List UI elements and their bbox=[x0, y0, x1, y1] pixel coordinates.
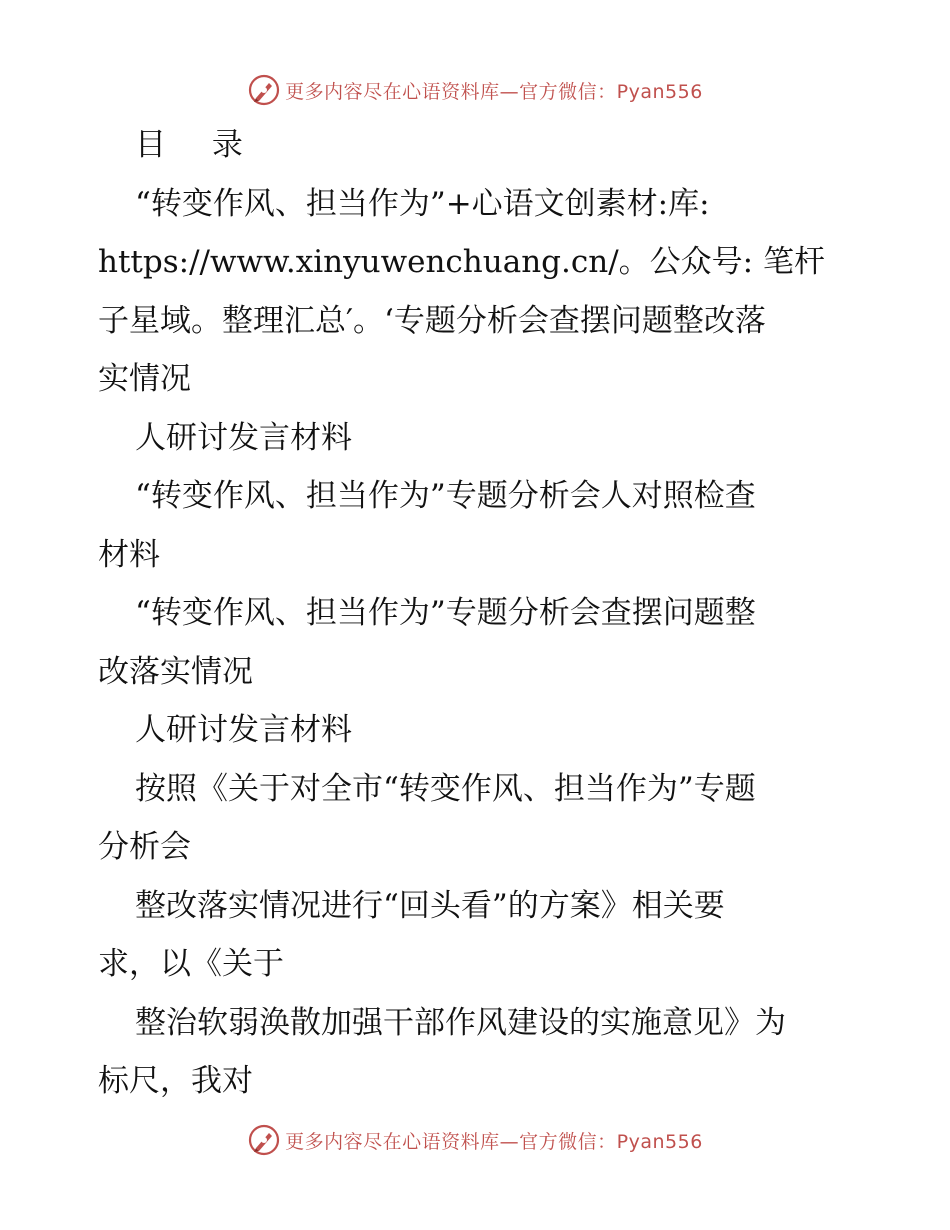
text-line: 求，以《关于 bbox=[98, 946, 284, 982]
text-line: “转变作风、担当作为”专题分析会人对照检查 bbox=[135, 478, 756, 514]
pen-logo-icon bbox=[247, 73, 281, 107]
text-line: 标尺，我对 bbox=[98, 1063, 253, 1099]
text-line: 整改落实情况进行“回头看”的方案》相关要 bbox=[135, 887, 725, 924]
text-line: https://www.xinyuwenchuang.cn/。公众号: 笔杆 bbox=[98, 244, 825, 280]
watermark-text: 更多内容尽在心语资料库—官方微信：Pyan556 bbox=[285, 1130, 703, 1153]
text-line: 按照《关于对全市“转变作风、担当作为”专题 bbox=[135, 770, 756, 807]
pen-logo-icon bbox=[247, 1123, 281, 1157]
document-body bbox=[98, 116, 858, 1111]
text-line: 人研讨发言材料 bbox=[135, 712, 352, 748]
text-line: 改落实情况 bbox=[98, 653, 253, 690]
text-line: 材料 bbox=[98, 536, 160, 573]
text-line: 人研讨发言材料 bbox=[135, 419, 352, 456]
watermark-text: 更多内容尽在心语资料库—官方微信：Pyan556 bbox=[285, 80, 703, 103]
text-line: “转变作风、担当作为”专题分析会查摆问题整 bbox=[135, 595, 756, 631]
text-line: 实情况 bbox=[98, 361, 191, 397]
text-line: 整治软弱涣散加强干部作风建设的实施意见》为 bbox=[135, 1004, 786, 1041]
text-line: “转变作风、担当作为”+心语文创素材:库: bbox=[135, 185, 710, 222]
text-line: 分析会 bbox=[98, 829, 191, 865]
text-line: 子星域。整理汇总′。‘专题分析会查摆问题整改落 bbox=[98, 302, 766, 339]
toc-title: 目 录 bbox=[135, 127, 261, 163]
header-watermark-banner bbox=[0, 70, 950, 110]
footer-watermark-banner bbox=[0, 1120, 950, 1160]
